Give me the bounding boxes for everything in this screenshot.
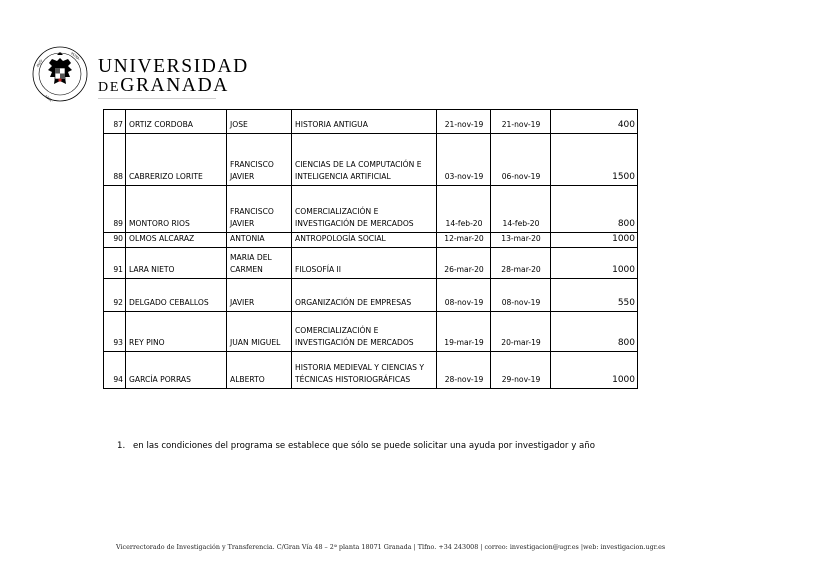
start-date-cell: 28-nov-19: [437, 352, 491, 389]
end-date-cell: 13-mar-20: [491, 233, 551, 248]
given-name-cell: FRANCISCO JAVIER: [227, 186, 292, 233]
start-date-cell: 21-nov-19: [437, 110, 491, 134]
amount-cell: 1000: [551, 233, 638, 248]
row-number: 90: [104, 233, 126, 248]
surname-cell: CABRERIZO LORITE: [126, 134, 227, 186]
end-date-cell: 21-nov-19: [491, 110, 551, 134]
footnote-text: en las condiciones del programa se establece que sólo se puede solicitar una ayuda por investigador y año: [133, 441, 595, 451]
given-name-cell: ALBERTO: [227, 352, 292, 389]
knowledge-area-cell: HISTORIA MEDIEVAL Y CIENCIAS Y TÉCNICAS HISTORIOGRÁFICAS: [292, 352, 437, 389]
start-date-cell: 19-mar-19: [437, 312, 491, 352]
given-name-cell: ANTONIA: [227, 233, 292, 248]
table-row: [104, 186, 638, 233]
start-date-cell: 14-feb-20: [437, 186, 491, 233]
svg-text:·PLVS·: ·PLVS·: [35, 58, 44, 69]
end-date-cell: 06-nov-19: [491, 134, 551, 186]
row-number: 94: [104, 352, 126, 389]
start-date-cell: 03-nov-19: [437, 134, 491, 186]
university-crest-logo: [30, 44, 90, 104]
surname-cell: REY PINO: [126, 312, 227, 352]
surname-cell: ORTIZ CORDOBA: [126, 110, 227, 134]
page-footer: Vicerrectorado de Investigación y Transferencia. C/Gran Vía 48 – 2ª planta 18071 Granada | Tlfno. +34 243008 | correo: investigacion@ugr.es |web: investigacion.ugr.es: [116, 543, 666, 551]
start-date-cell: 26-mar-20: [437, 248, 491, 279]
start-date-cell: 08-nov-19: [437, 279, 491, 312]
table-row: [104, 279, 638, 312]
svg-text:·VLTRA·: ·VLTRA·: [69, 50, 81, 62]
given-name-cell: JOSE: [227, 110, 292, 134]
row-number: 91: [104, 248, 126, 279]
end-date-cell: 29-nov-19: [491, 352, 551, 389]
table-row: [104, 110, 638, 134]
table-row: [104, 352, 638, 389]
university-name-granada: GRANADA: [120, 75, 229, 96]
amount-cell: 1000: [551, 352, 638, 389]
row-number: 89: [104, 186, 126, 233]
amount-cell: 800: [551, 312, 638, 352]
given-name-cell: JAVIER: [227, 279, 292, 312]
surname-cell: OLMOS ALCARAZ: [126, 233, 227, 248]
given-name-cell: MARIA DEL CARMEN: [227, 248, 292, 279]
end-date-cell: 28-mar-20: [491, 248, 551, 279]
given-name-cell: JUAN MIGUEL: [227, 312, 292, 352]
university-name-de: DE: [98, 80, 121, 95]
end-date-cell: 08-nov-19: [491, 279, 551, 312]
page-header: [30, 40, 249, 104]
amount-cell: 550: [551, 279, 638, 312]
knowledge-area-cell: HISTORIA ANTIGUA: [292, 110, 437, 134]
footnote: [117, 441, 595, 451]
svg-text:·1531·: ·1531·: [43, 93, 54, 104]
university-name: [98, 57, 249, 97]
start-date-cell: 12-mar-20: [437, 233, 491, 248]
row-number: 93: [104, 312, 126, 352]
header-divider: [98, 98, 216, 99]
table-row: [104, 248, 638, 279]
surname-cell: DELGADO CEBALLOS: [126, 279, 227, 312]
university-name-line1: UNIVERSIDAD: [98, 56, 249, 77]
amount-cell: 1500: [551, 134, 638, 186]
footnote-number: 1.: [117, 441, 126, 451]
given-name-cell: FRANCISCO JAVIER: [227, 134, 292, 186]
grants-table: [103, 109, 638, 389]
knowledge-area-cell: ORGANIZACIÓN DE EMPRESAS: [292, 279, 437, 312]
knowledge-area-cell: COMERCIALIZACIÓN E INVESTIGACIÓN DE MERCADOS: [292, 312, 437, 352]
row-number: 92: [104, 279, 126, 312]
table-row: [104, 312, 638, 352]
knowledge-area-cell: ANTROPOLOGÍA SOCIAL: [292, 233, 437, 248]
amount-cell: 800: [551, 186, 638, 233]
knowledge-area-cell: COMERCIALIZACIÓN E INVESTIGACIÓN DE MERCADOS: [292, 186, 437, 233]
amount-cell: 1000: [551, 248, 638, 279]
knowledge-area-cell: CIENCIAS DE LA COMPUTACIÓN E INTELIGENCIA ARTIFICIAL: [292, 134, 437, 186]
table-row: [104, 233, 638, 248]
surname-cell: LARA NIETO: [126, 248, 227, 279]
knowledge-area-cell: FILOSOFÍA II: [292, 248, 437, 279]
surname-cell: GARCÍA PORRAS: [126, 352, 227, 389]
end-date-cell: 20-mar-19: [491, 312, 551, 352]
end-date-cell: 14-feb-20: [491, 186, 551, 233]
row-number: 87: [104, 110, 126, 134]
amount-cell: 400: [551, 110, 638, 134]
table-row: [104, 134, 638, 186]
surname-cell: MONTORO RIOS: [126, 186, 227, 233]
row-number: 88: [104, 134, 126, 186]
